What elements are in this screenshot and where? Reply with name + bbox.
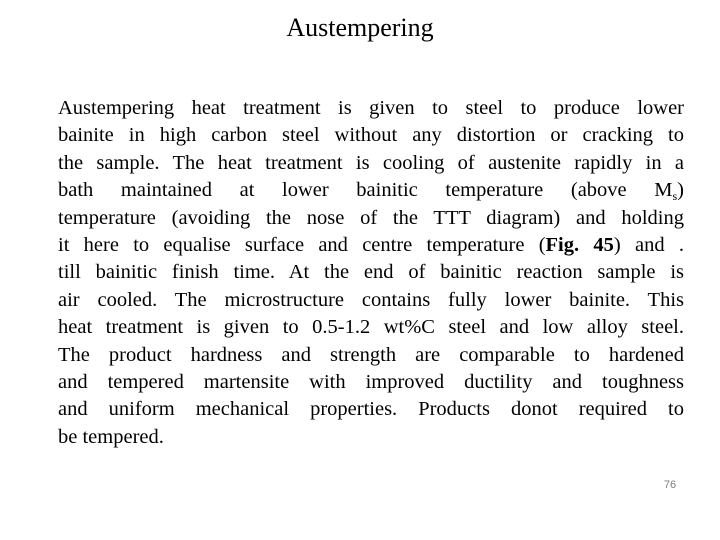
- paragraph-line: bainite in high carbon steel without any distortion or cracking to: [58, 124, 684, 147]
- paragraph-line: and uniform mechanical properties. Products donot required to: [58, 398, 684, 421]
- paragraph-line: temperature (avoiding the nose of the TTT diagram) and holding: [58, 206, 684, 229]
- paragraph-line: air cooled. The microstructure contains fully lower bainite. This: [58, 288, 684, 311]
- paragraph-line: Austempering heat treatment is given to steel to produce lower: [58, 97, 684, 119]
- paragraph-text: it here to equalise surface and centre temperature (: [58, 234, 546, 257]
- paragraph-line: and tempered martensite with improved ductility and toughness: [58, 371, 684, 394]
- body-paragraph: [58, 95, 684, 451]
- paragraph-line: the sample. The heat treatment is cooling of austenite rapidly in a: [58, 151, 684, 174]
- paragraph-text: ): [677, 179, 684, 202]
- ms-subscript: s: [672, 189, 678, 204]
- page-number: 76: [663, 479, 677, 491]
- paragraph-line-ms: [58, 177, 684, 204]
- paragraph-line-fig: [58, 232, 684, 259]
- slide-title: Austempering: [286, 13, 434, 42]
- paragraph-text: bath maintained at lower bainitic temperature (above M: [58, 179, 673, 202]
- paragraph-text: ) and .: [613, 234, 685, 257]
- paragraph-line: The product hardness and strength are comparable to hardened: [58, 343, 684, 366]
- paragraph-line: be tempered.: [58, 425, 164, 448]
- paragraph-line: till bainitic finish time. At the end of bainitic reaction sample is: [58, 261, 684, 284]
- paragraph-line: heat treatment is given to 0.5-1.2 wt%C steel and low alloy steel.: [58, 316, 684, 339]
- figure-reference: Fig. 45: [545, 234, 614, 257]
